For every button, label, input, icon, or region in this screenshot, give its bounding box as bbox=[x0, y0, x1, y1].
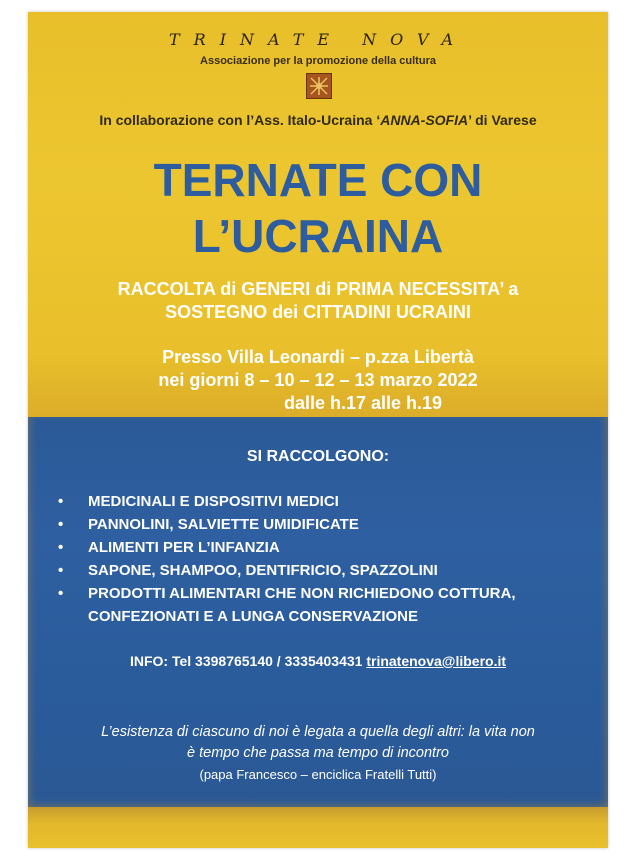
poster-title bbox=[28, 152, 608, 264]
bullet-icon: • bbox=[58, 562, 64, 579]
title-line-2: L’UCRAINA bbox=[192, 210, 444, 262]
list-item bbox=[58, 536, 598, 559]
list-item-label: PANNOLINI, SALVIETTE UMIDIFICATE bbox=[88, 516, 359, 533]
collection-list bbox=[58, 490, 598, 628]
bullet-icon: • bbox=[58, 516, 64, 533]
quote-line-2: è tempo che passa ma tempo di incontro bbox=[187, 745, 449, 761]
collaboration-line bbox=[28, 112, 608, 128]
list-item-label: SAPONE, SHAMPOO, DENTIFRICIO, SPAZZOLINI bbox=[88, 562, 438, 579]
poster-content bbox=[28, 12, 608, 848]
contact-email-link[interactable]: trinatenova@libero.it bbox=[366, 653, 507, 669]
list-item bbox=[58, 490, 598, 513]
contact-info bbox=[28, 653, 608, 669]
brand-subtitle: Associazione per la promozione della cultura bbox=[200, 55, 436, 67]
event-hours: dalle h.17 alle h.19 bbox=[283, 393, 443, 413]
list-item bbox=[58, 559, 598, 582]
quote-source: (papa Francesco – enciclica Fratelli Tutti) bbox=[199, 767, 437, 782]
list-item bbox=[58, 513, 598, 536]
contact-phones: INFO: Tel 3398765140 / 3335403431 bbox=[129, 653, 367, 669]
trinate-nova-logo-icon bbox=[306, 73, 332, 99]
collaboration-suffix: ’ di Varese bbox=[468, 112, 537, 128]
flyer-poster bbox=[28, 12, 608, 848]
quote-line-1: L’esistenza di ciascuno di noi è legata a quella degli altri: la vita non bbox=[101, 724, 535, 740]
bullet-icon: • bbox=[58, 493, 64, 510]
collaboration-prefix: In collaborazione con l’Ass. Italo-Ucraina ‘ bbox=[99, 112, 381, 128]
event-details bbox=[28, 346, 608, 415]
event-dates: nei giorni 8 – 10 – 12 – 13 marzo 2022 bbox=[158, 370, 478, 390]
association-name: ANNA-SOFIA bbox=[380, 112, 469, 128]
poster-subtitle bbox=[28, 278, 608, 324]
brand-name: TRINATE NOVA bbox=[168, 30, 467, 49]
title-line-1: TERNATE CON bbox=[153, 154, 483, 206]
event-location: Presso Villa Leonardi – p.zza Libertà bbox=[162, 347, 474, 367]
list-item-label: PRODOTTI ALIMENTARI CHE NON RICHIEDONO COTTURA, CONFEZIONATI E A LUNGA CONSERVAZIONE bbox=[88, 585, 516, 625]
subtitle-line-2: SOSTEGNO dei CITTADINI UCRAINI bbox=[165, 302, 471, 322]
list-item-label: ALIMENTI PER L’INFANZIA bbox=[88, 539, 280, 556]
subtitle-line-1: RACCOLTA di GENERI di PRIMA NECESSITA’ a bbox=[117, 279, 519, 299]
quote bbox=[28, 722, 608, 764]
list-item bbox=[58, 582, 598, 628]
list-item-label: MEDICINALI E DISPOSITIVI MEDICI bbox=[88, 493, 339, 510]
collection-heading: SI RACCOLGONO: bbox=[246, 448, 390, 465]
bullet-icon: • bbox=[58, 539, 64, 556]
bullet-icon: • bbox=[58, 585, 64, 602]
